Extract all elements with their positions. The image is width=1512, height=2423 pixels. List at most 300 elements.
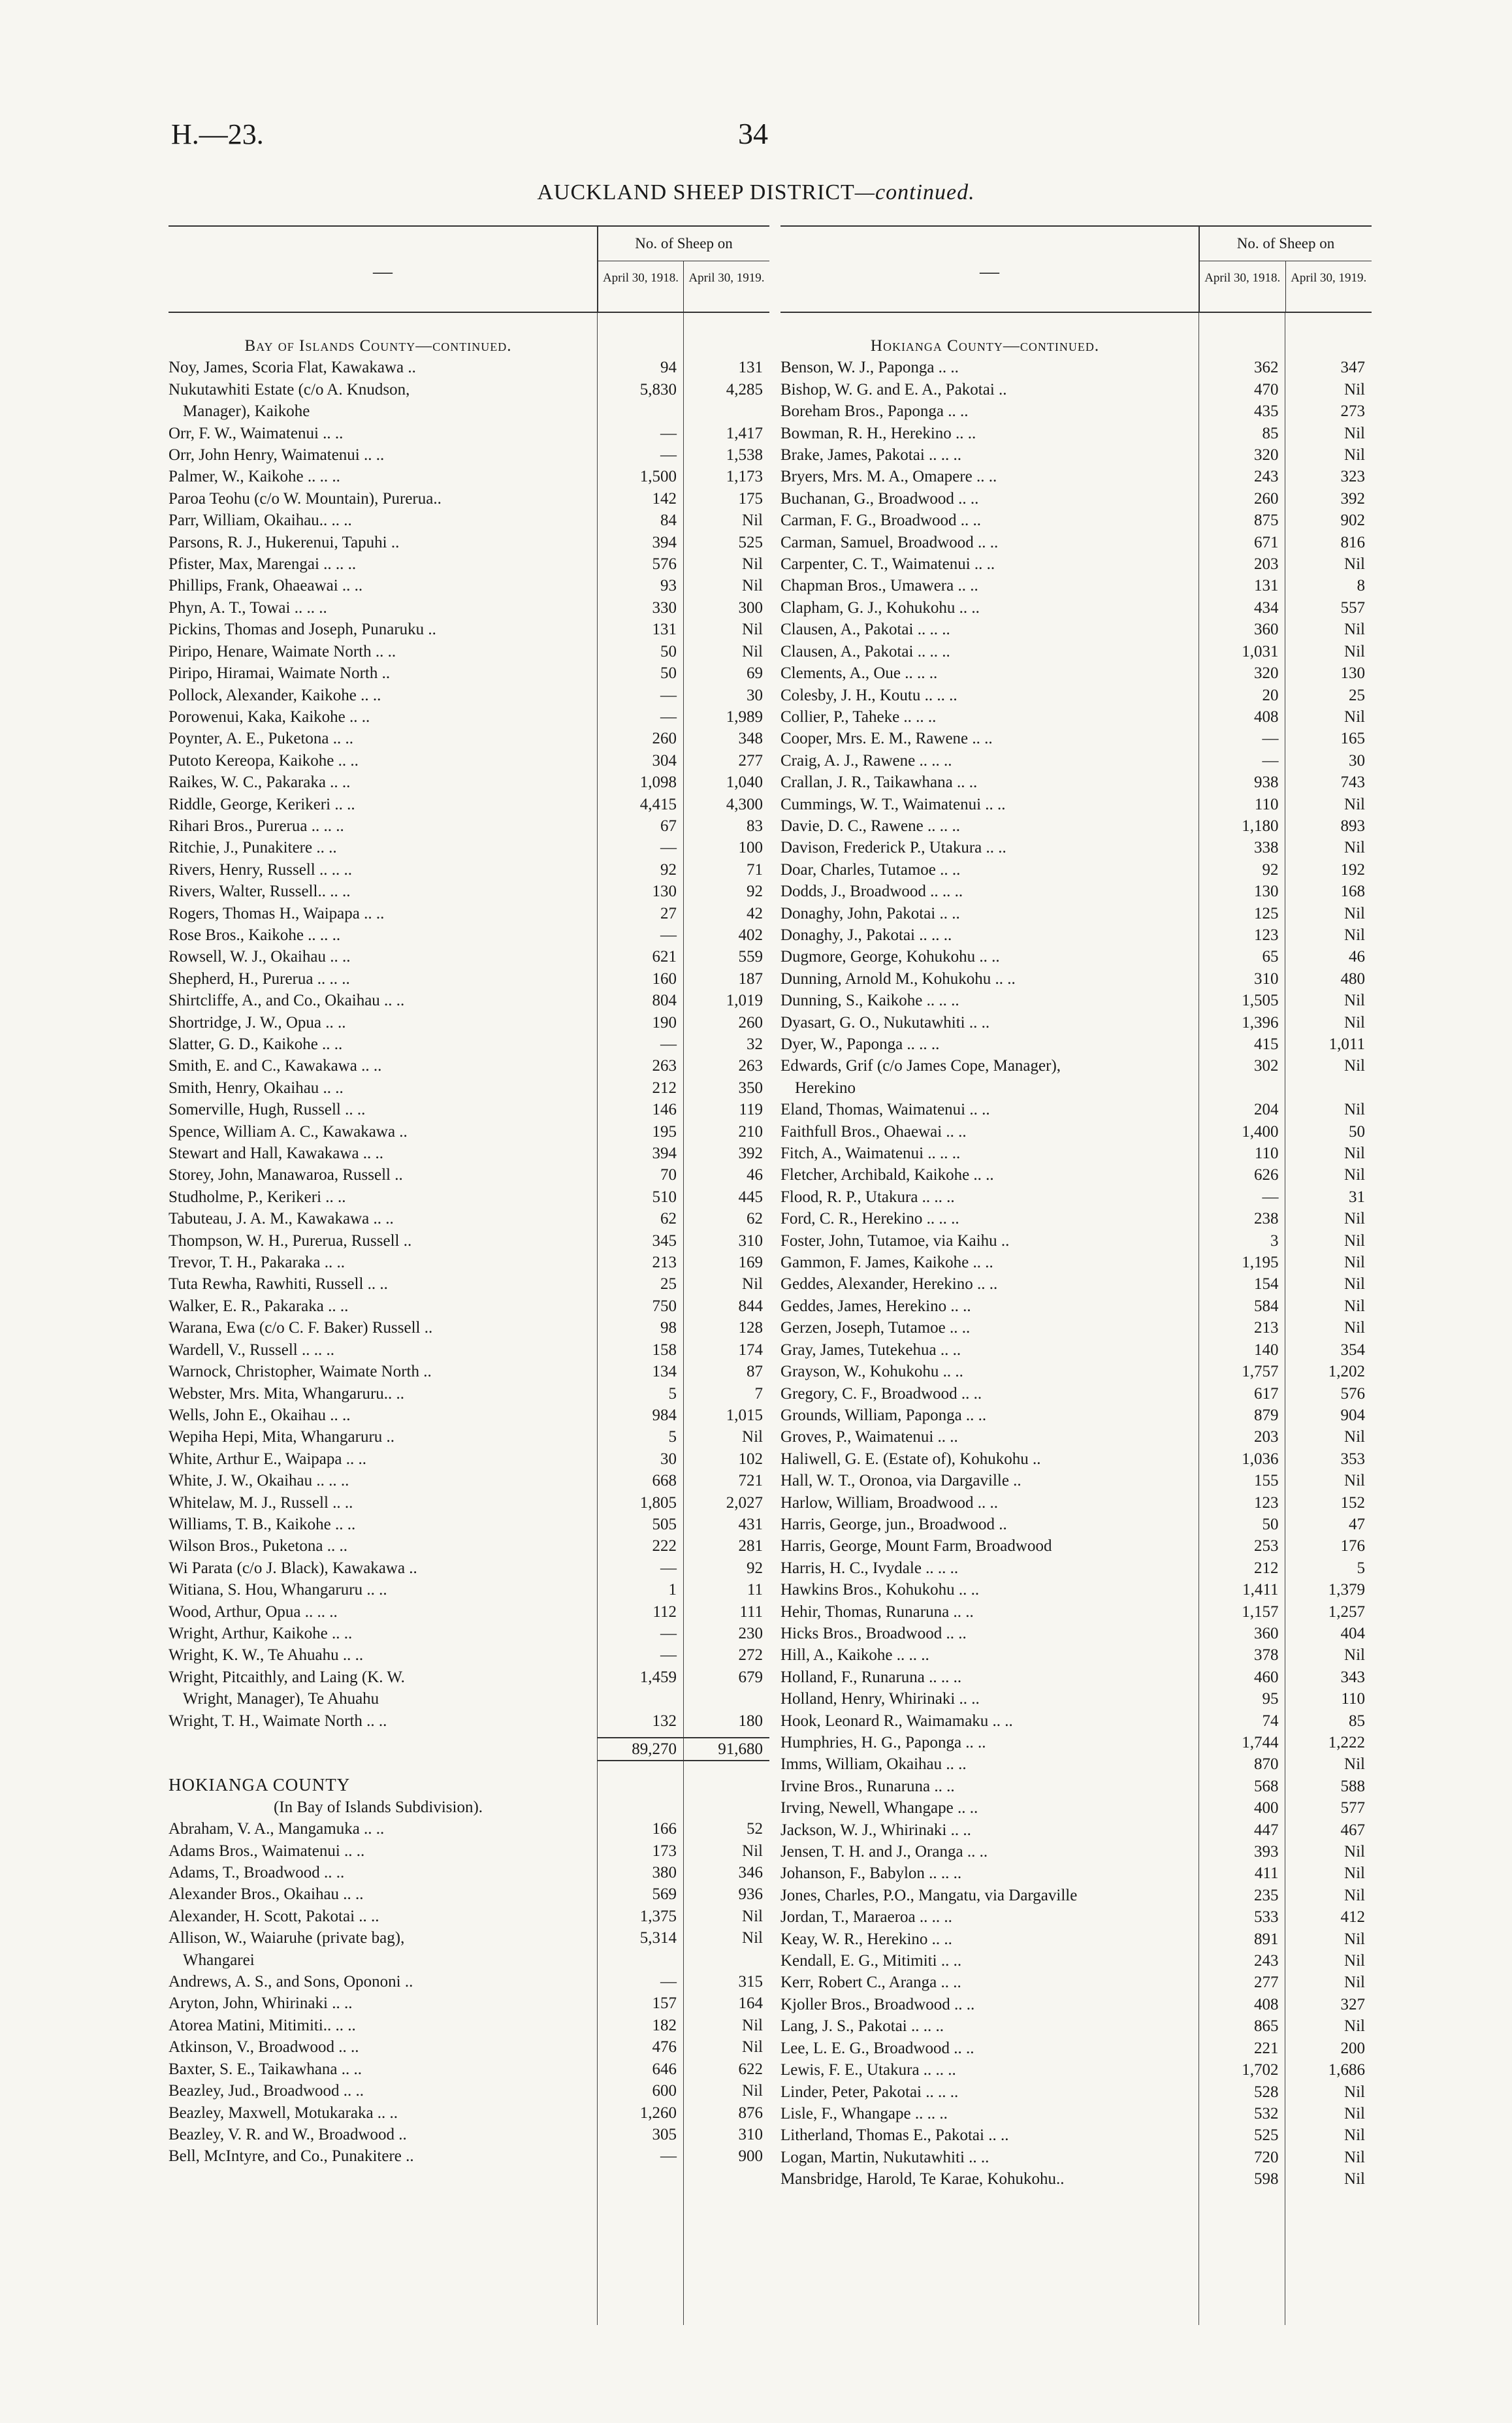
sheep-1919: 8: [1357, 577, 1365, 595]
sheep-1919: Nil: [742, 2038, 763, 2057]
sheep-1918: 378: [1254, 1646, 1279, 1665]
row-values: [597, 575, 769, 596]
sheep-1918: 123: [1254, 1493, 1279, 1512]
row-values: [1198, 1644, 1372, 1666]
table-body: [780, 313, 1372, 2325]
sheep-1918: 70: [660, 1166, 677, 1184]
sheep-1919: 310: [738, 2125, 763, 2143]
owner-name: Nukutawhiti Estate (c/o A. Knudson,: [169, 380, 410, 398]
sheep-1919: 47: [1349, 1515, 1365, 1533]
owner-name: Buchanan, G., Broadwood .. ..: [780, 489, 979, 508]
sheep-1918: [597, 400, 683, 422]
row-values: [1198, 379, 1372, 400]
sheep-1919: Nil: [1344, 1952, 1365, 1970]
sheep-1918: 130: [1254, 883, 1279, 901]
row-values: [597, 1405, 769, 1426]
header-col-1918: April 30, 1918.: [598, 261, 684, 312]
sheep-1918: 213: [652, 1254, 677, 1272]
sheep-1918: 190: [652, 1013, 677, 1032]
sheep-1919: Nil: [742, 1842, 763, 1860]
row-values: [597, 1840, 769, 1862]
sheep-1918: 1,195: [1242, 1254, 1279, 1272]
owner-name: Fitch, A., Waimatenui .. .. ..: [780, 1145, 961, 1163]
section-heading: [780, 335, 1372, 357]
sheep-1919: 46: [1349, 948, 1365, 966]
row-values: [1198, 423, 1372, 444]
row-values: [597, 1361, 769, 1382]
table-row: [780, 1339, 1372, 1361]
sheep-1918: 1,411: [1242, 1581, 1279, 1599]
owner-name: Rihari Bros., Pureruа .. .. ..: [169, 817, 344, 835]
sheep-1919: Nil: [1344, 839, 1365, 857]
sheep-1919: 164: [738, 1994, 763, 2013]
owner-name: Wright, Pitcaithly, and Laing (K. W.: [169, 1668, 405, 1686]
owner-name: Haliwell, G. E. (Estate of), Kohukohu ..: [780, 1450, 1041, 1468]
sheep-1918: 505: [652, 1515, 677, 1533]
row-values: [1198, 1732, 1372, 1753]
row-values: [1198, 1339, 1372, 1361]
sheep-1919: Nil: [1344, 1297, 1365, 1315]
sheep-1918: 394: [652, 533, 677, 551]
sheep-1919: Nil: [1344, 424, 1365, 442]
sheep-1919: [683, 400, 769, 422]
sheep-1919: Nil: [1344, 1013, 1365, 1032]
table-row: [169, 728, 769, 749]
owner-name: Palmer, W., Kaikohe .. .. ..: [169, 468, 340, 486]
table-row: [780, 990, 1372, 1011]
sheep-1919: 281: [738, 1537, 763, 1555]
table-row: [169, 597, 769, 619]
row-values: [597, 553, 769, 575]
sheep-1919: Nil: [742, 2016, 763, 2034]
table-row: [780, 1776, 1372, 1797]
table-row: [780, 1862, 1372, 1884]
row-values: [597, 1623, 769, 1644]
sheep-1918: 360: [1254, 621, 1279, 639]
sheep-1918: 155: [1254, 1472, 1279, 1490]
sheep-1918: —: [660, 1559, 677, 1577]
sheep-1918: 598: [1254, 2170, 1279, 2188]
owner-name: Atorea Matini, Mitimiti.. .. ..: [169, 2016, 356, 2034]
section-label: Bay of Islands County—continued.: [244, 337, 512, 355]
table-row: [780, 1012, 1372, 1033]
owner-name: Bryers, Mrs. M. A., Omapere .. ..: [780, 468, 997, 486]
table-row: [780, 1077, 1372, 1099]
owner-name: Phyn, A. T., Towai .. .. ..: [169, 598, 327, 617]
sheep-1919: 42: [747, 904, 763, 922]
row-values: [597, 466, 769, 487]
sheep-1919: 83: [747, 817, 763, 835]
owner-name: Adams, T., Broadwood .. ..: [169, 1864, 345, 1882]
row-values: [597, 794, 769, 815]
owner-name: Parsons, R. J., Hukerenui, Tapuhi ..: [169, 533, 400, 551]
table-row: [780, 1033, 1372, 1055]
owner-name: Tabuteau, J. A. M., Kawakawa .. ..: [169, 1210, 394, 1228]
sheep-1919: 69: [747, 664, 763, 683]
sheep-1918: 1,459: [639, 1668, 677, 1686]
table-row: [780, 1579, 1372, 1601]
owner-name: Flood, R. P., Utakura .. .. ..: [780, 1188, 955, 1206]
row-values: [1198, 357, 1372, 378]
sheep-1918: 1,031: [1242, 642, 1279, 660]
table-row: [169, 575, 769, 596]
row-values: [597, 2124, 769, 2145]
sheep-1919: 169: [738, 1254, 763, 1272]
table-row: [169, 2102, 769, 2124]
row-values: [597, 662, 769, 684]
table-row: [169, 772, 769, 793]
sheep-1919: 588: [1340, 1777, 1365, 1795]
row-values: [597, 1601, 769, 1623]
sheep-1919: Nil: [1344, 555, 1365, 574]
sheep-1918: —: [1262, 1188, 1279, 1206]
row-values: [1198, 1994, 1372, 2015]
sheep-1919: Nil: [1344, 1843, 1365, 1861]
sheep-1919: 404: [1340, 1624, 1365, 1642]
owner-name: Wright, Manager), Te Ahuahu: [183, 1690, 379, 1708]
table-row: [169, 2036, 769, 2058]
table-row: [169, 1601, 769, 1623]
table-row: [169, 1906, 769, 1927]
sheep-1919: Nil: [742, 512, 763, 530]
table-row: [169, 1862, 769, 1883]
sheep-1918: 154: [1254, 1275, 1279, 1293]
table-row: [780, 1470, 1372, 1491]
table-row: [780, 1383, 1372, 1405]
sheep-1919: 402: [738, 926, 763, 944]
table-row: [169, 1448, 769, 1470]
sheep-1918: 243: [1254, 468, 1279, 486]
owner-name: Wilson Bros., Puketona .. ..: [169, 1537, 347, 1555]
section-heading: [169, 1797, 769, 1818]
table-row: [169, 1992, 769, 2014]
row-values: [1198, 597, 1372, 619]
table-row: [780, 924, 1372, 946]
owner-name: Warnock, Christopher, Waimate North ..: [169, 1363, 432, 1381]
sheep-1918: 134: [652, 1363, 677, 1381]
owner-name: Clausen, A., Pakotai .. .. ..: [780, 621, 950, 639]
sheep-1919: 50: [1349, 1122, 1365, 1141]
sheep-1918: 338: [1254, 839, 1279, 857]
row-values: [1198, 662, 1372, 684]
owner-name: Faithfull Bros., Ohaewai .. ..: [780, 1122, 967, 1141]
sheep-1918: 1,702: [1242, 2061, 1279, 2079]
sheep-1918: 1,744: [1242, 1734, 1279, 1751]
row-values: [597, 1317, 769, 1339]
table-row: [169, 924, 769, 946]
sheep-1918: 131: [1254, 577, 1279, 595]
sheep-1919: 904: [1340, 1406, 1365, 1424]
row-values: [597, 1644, 769, 1666]
owner-name: Hicks Bros., Broadwood .. ..: [780, 1624, 967, 1642]
owner-name: Whangarei: [183, 1951, 255, 1969]
sheep-1919: 100: [738, 839, 763, 857]
row-values: [597, 1535, 769, 1557]
sheep-1919: 62: [747, 1210, 763, 1228]
row-values: [597, 1949, 769, 1971]
sheep-1919: 130: [1340, 664, 1365, 683]
owner-name: White, Arthur E., Waipapa .. ..: [169, 1450, 367, 1468]
sheep-1919: 576: [1340, 1384, 1365, 1403]
row-values: [597, 1143, 769, 1164]
section-label: HOKIANGA COUNTY: [169, 1775, 351, 1795]
owner-name: Wells, John E., Okaihau .. ..: [169, 1406, 351, 1424]
sheep-1918: 1,260: [639, 2104, 677, 2122]
sheep-1919: 165: [1340, 730, 1365, 748]
owner-name: Atkinson, V., Broadwood .. ..: [169, 2038, 359, 2057]
header-group-label: No. of Sheep on: [1200, 227, 1372, 261]
sheep-1918: 277: [1254, 1974, 1279, 1992]
owner-name: Groves, P., Waimatenui .. ..: [780, 1428, 958, 1446]
row-values: [1198, 1492, 1372, 1514]
sheep-1919: Nil: [1344, 1254, 1365, 1272]
sheep-1918: 4,415: [639, 795, 677, 813]
owner-name: Wi Parata (c/o J. Black), Kawakawa ..: [169, 1559, 417, 1577]
sheep-1919: 1,040: [726, 773, 763, 792]
sheep-1919: Nil: [1344, 1646, 1365, 1665]
owner-name: Carpenter, C. T., Waimatenui .. ..: [780, 555, 995, 574]
sheep-1919: 102: [738, 1450, 763, 1468]
table-row: [780, 510, 1372, 531]
owner-name: Webster, Mrs. Mita, Whangaruru.. ..: [169, 1384, 405, 1403]
table-row: [169, 1927, 769, 1949]
row-values: [597, 1906, 769, 1927]
sheep-1918: 27: [660, 904, 677, 922]
sheep-1919: 71: [747, 860, 763, 879]
row-values: [1198, 1688, 1372, 1710]
sheep-1919: 431: [738, 1515, 763, 1533]
sheep-1918: 95: [1262, 1690, 1279, 1708]
owner-name: Slatter, G. D., Kaikohe .. ..: [169, 1035, 343, 1053]
table-row: [780, 444, 1372, 466]
sheep-1918: 5: [668, 1384, 677, 1403]
owner-name: Rivers, Henry, Russell .. .. ..: [169, 860, 352, 879]
table-row: [169, 1971, 769, 1992]
table-row: [169, 2058, 769, 2080]
table-row: [169, 1077, 769, 1099]
sheep-1919: 5: [1357, 1559, 1365, 1577]
section-label: (In Bay of Islands Subdivision).: [273, 1798, 483, 1816]
row-values: [1198, 1557, 1372, 1579]
sheep-1919: 2,027: [726, 1493, 763, 1512]
sheep-1918: 5,830: [639, 380, 677, 398]
row-values: [597, 1557, 769, 1579]
sheep-1918: 132: [652, 1712, 677, 1730]
owner-name: Paroa Teohu (c/o W. Mountain), Pureruа..: [169, 489, 442, 508]
row-values: [597, 1579, 769, 1601]
table-row: [780, 1099, 1372, 1120]
owner-name: Carman, F. G., Broadwood .. ..: [780, 512, 981, 530]
table-row: [169, 794, 769, 815]
row-values: [1198, 1667, 1372, 1688]
table-row: [780, 1361, 1372, 1382]
row-values: [1198, 1841, 1372, 1862]
sheep-1918: 510: [652, 1188, 677, 1206]
sheep-1919: 412: [1340, 1908, 1365, 1927]
table-row: [169, 2124, 769, 2145]
table-row: [780, 1055, 1372, 1077]
sheep-1918: 1,500: [639, 468, 677, 486]
table-row: [780, 1885, 1372, 1906]
sheep-1918: 203: [1254, 1428, 1279, 1446]
table-row: [780, 1273, 1372, 1295]
row-values: [1198, 2103, 1372, 2124]
owner-name: Brake, James, Pakotai .. .. ..: [780, 446, 962, 464]
sheep-1918: 166: [652, 1820, 677, 1838]
owner-name: Baxter, S. E., Taikawhana .. ..: [169, 2060, 362, 2078]
row-values: [597, 597, 769, 619]
table-row: [169, 1361, 769, 1382]
sheep-1919: 4,300: [726, 795, 763, 813]
owner-name: Irvine Bros., Runaruna .. ..: [780, 1777, 955, 1795]
sheep-1919: 310: [738, 1231, 763, 1250]
row-values: [597, 685, 769, 706]
sheep-1918: 408: [1254, 1995, 1279, 2013]
row-values: [597, 1883, 769, 1905]
sheep-1919: Nil: [742, 2082, 763, 2100]
table-row: [169, 859, 769, 881]
sheep-1918: 584: [1254, 1297, 1279, 1315]
sheep-1918: —: [660, 686, 677, 704]
owner-name: Jones, Charles, P.O., Mangatu, via Dargaville: [780, 1886, 1078, 1904]
sheep-1919: 1,011: [1328, 1035, 1365, 1053]
owner-name: Davie, D. C., Rawene .. .. ..: [780, 817, 960, 835]
table-row: [169, 532, 769, 553]
sheep-1919: Nil: [742, 1275, 763, 1293]
row-values: [597, 859, 769, 881]
sheep-1918: 525: [1254, 2126, 1279, 2145]
sheep-1918: 1,757: [1242, 1363, 1279, 1381]
row-values: [597, 1710, 769, 1732]
sheep-1919: 353: [1340, 1450, 1365, 1468]
owner-name: Doar, Charles, Tutamoe .. ..: [780, 860, 961, 879]
row-values: [597, 1992, 769, 2014]
sheep-1918: 865: [1254, 2017, 1279, 2036]
sheep-1918: 804: [652, 992, 677, 1010]
row-values: [597, 924, 769, 946]
row-values: [1198, 2147, 1372, 2168]
row-values: [1198, 1623, 1372, 1644]
sheep-1919: Nil: [1344, 795, 1365, 813]
owner-name: Edwards, Grif (c/o James Cope, Manager),: [780, 1057, 1061, 1075]
table-row: [780, 794, 1372, 815]
sheep-1918: 157: [652, 1994, 677, 2013]
sheep-1918: 1,505: [1242, 992, 1279, 1010]
owner-name: Craig, A. J., Rawene .. .. ..: [780, 751, 952, 770]
row-values: [1198, 2015, 1372, 2037]
row-values: [597, 488, 769, 510]
row-values: [1198, 1950, 1372, 1972]
owner-name: Johanson, F., Babylon .. .. ..: [780, 1864, 962, 1883]
row-values: [1198, 1230, 1372, 1252]
section-label: Hokianga County—continued.: [870, 337, 1100, 355]
row-values: [1198, 641, 1372, 662]
sheep-1919: Nil: [1344, 1428, 1365, 1446]
table-row: [169, 2145, 769, 2167]
owner-name: Dunning, Arnold M., Kohukohu .. ..: [780, 969, 1016, 988]
owner-name: Warana, Ewa (c/o C. F. Baker) Russell ..: [169, 1319, 433, 1337]
table-row: [169, 466, 769, 487]
sheep-1918: 938: [1254, 773, 1279, 792]
owner-name: Pollock, Alexander, Kaikohe .. ..: [169, 686, 381, 704]
table-row: [169, 1252, 769, 1273]
row-values: [597, 1383, 769, 1405]
row-values: [597, 1099, 769, 1120]
sheep-1918: 263: [652, 1057, 677, 1075]
sheep-1919: 30: [747, 686, 763, 704]
sheep-1918: 646: [652, 2060, 677, 2078]
table-row: [780, 2103, 1372, 2124]
row-values: [597, 728, 769, 749]
table-row: [780, 1164, 1372, 1186]
sheep-1919: 92: [747, 1559, 763, 1577]
row-values: [597, 1688, 769, 1710]
sheep-1918: 668: [652, 1472, 677, 1490]
sheep-1918: 360: [1254, 1624, 1279, 1642]
owner-name: Clapham, G. J., Kohukohu .. ..: [780, 598, 980, 617]
owner-name: Raikes, W. C., Pakaraka .. ..: [169, 773, 351, 792]
sheep-1919: Nil: [1344, 621, 1365, 639]
sheep-1918: 320: [1254, 664, 1279, 683]
sheep-1918: 720: [1254, 2148, 1279, 2166]
table-row: [780, 1252, 1372, 1273]
table-row: [780, 1753, 1372, 1775]
row-values: [1198, 1448, 1372, 1470]
owner-name: Boreham Bros., Paponga .. ..: [780, 402, 969, 421]
owner-name: Foster, John, Tutamoe, via Kaihu ..: [780, 1231, 1010, 1250]
owner-name: Collier, P., Taheke .. .. ..: [780, 707, 937, 726]
table-row: [780, 400, 1372, 422]
sheep-1918: —: [660, 1624, 677, 1642]
sheep-1919: 87: [747, 1363, 763, 1381]
sheep-1918: —: [660, 424, 677, 442]
sheep-1918: 30: [660, 1450, 677, 1468]
table-row: [169, 1033, 769, 1055]
row-values: [597, 1252, 769, 1273]
owner-name: Geddes, James, Herekino .. ..: [780, 1297, 971, 1315]
sheep-1918: 1: [668, 1581, 677, 1599]
table-row: [780, 1230, 1372, 1252]
table-row: [780, 488, 1372, 510]
sheep-1919: 1,379: [1328, 1581, 1365, 1599]
owner-name: Rogers, Thomas H., Waipapa .. ..: [169, 904, 385, 922]
sheep-1919: 721: [738, 1472, 763, 1490]
owner-name: Harlow, William, Broadwood .. ..: [780, 1493, 998, 1512]
owner-name: Wood, Arthur, Opua .. .. ..: [169, 1602, 338, 1621]
sheep-1918: 62: [660, 1210, 677, 1228]
owner-name: Poynter, A. E., Puketona .. ..: [169, 730, 354, 748]
header-col-1918: April 30, 1918.: [1200, 261, 1286, 312]
row-values: [1198, 1077, 1372, 1099]
row-values: [597, 510, 769, 531]
table-row: [780, 815, 1372, 837]
owner-name: Lee, L. E. G., Broadwood .. ..: [780, 2039, 974, 2057]
owner-name: Grounds, William, Paponga .. ..: [780, 1406, 987, 1424]
sheep-1919: 277: [738, 751, 763, 770]
owner-name: Shirtcliffe, A., and Co., Okaihau .. ..: [169, 992, 405, 1010]
table-row: [780, 379, 1372, 400]
sheep-1918: 260: [652, 730, 677, 748]
table-row: [780, 423, 1372, 444]
right-rows: [780, 313, 1372, 2190]
row-values: [597, 444, 769, 466]
sheep-1918: 110: [1254, 1145, 1279, 1163]
sheep-1918: 3: [1270, 1231, 1279, 1250]
table-row: [169, 990, 769, 1011]
section-heading: [169, 1774, 769, 1796]
sheep-1918: 891: [1254, 1930, 1279, 1948]
table-row: [780, 1186, 1372, 1208]
